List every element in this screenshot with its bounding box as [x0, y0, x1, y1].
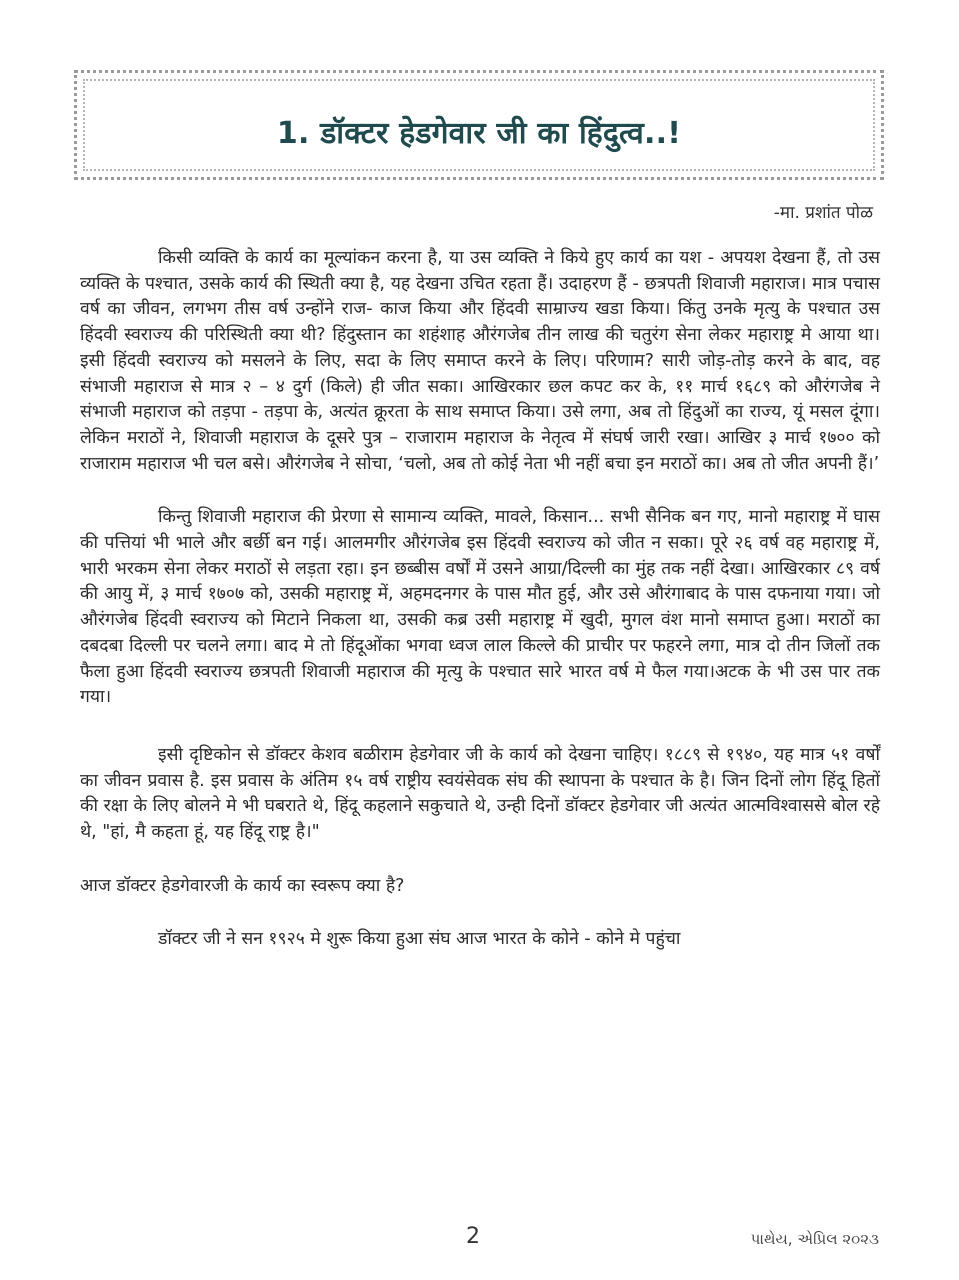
page-number: 2 — [466, 1224, 480, 1249]
paragraph-1: किसी व्यक्ति के कार्य का मूल्यांकन करना है, या उस व्यक्ति ने किये हुए कार्य का यश - अपयश देखना हैं, तो उस व्यक्ति के पश्चात, उसके कार्य की स्थिती क्या है, यह देखना उचित रहता हैं। उदाहरण हैं - छत्रपती शिवाजी महाराज। मात्र पचास वर्ष का जीवन, लगभग तीस वर्ष उन्होंने राज- काज किया और हिंदवी साम्राज्य खडा किया। किंतु उनके मृत्यु के पश्चात उस हिंदवी स्वराज्य की परिस्थिती क्या थी? हिंदुस्तान का शहंशाह औरंगजेब तीन लाख की चतुरंग सेना लेकर महाराष्ट्र मे आया था। इसी हिंदवी स्वराज्य को मसलने के लिए, सदा के लिए समाप्त करने के लिए। परिणाम? सारी जोड़-तोड़ करने के बाद, वह संभाजी महाराज से मात्र २ – ४ दुर्ग (किले) ही जीत सका। आखिरकार छल कपट कर के, ११ मार्च १६८९ को औरंगजेब ने संभाजी महाराज को तड़पा - तड़पा के, अत्यंत क्रूरता के साथ समाप्त किया। उसे लगा, अब तो हिंदुओं का राज्य, यूं मसल दूंगा। लेकिन मराठों ने, शिवाजी महाराज के दूसरे पुत्र – राजाराम महाराज के नेतृत्व में संघर्ष जारी रखा। आखिर ३ मार्च १७०० को राजाराम महाराज भी चल बसे। औरंगजेब ने सोचा, ‘चलो, अब तो कोई नेता भी नहीं बचा इन मराठों का। अब तो जीत अपनी हैं।’ — [80, 248, 880, 474]
footer-publication: પાથેય, એપ્રિલ ૨૦૨૩ — [750, 1230, 879, 1248]
paragraph-3: इसी दृष्टिकोन से डॉक्टर केशव बळीराम हेडगेवार जी के कार्य को देखना चाहिए। १८८९ से १९४०, यह मात्र ५१ वर्षों का जीवन प्रवास है. इस प्रवास के अंतिम १५ वर्ष राष्ट्रीय स्वयंसेवक संघ की स्थापना के पश्चात के है। जिन दिनों लोग हिंदू हितों की रक्षा के लिए बोलने मे भी घबराते थे, हिंदू कहलाने सकुचाते थे, उन्ही दिनों डॉक्टर हेडगेवार जी अत्यंत आत्मविश्वाससे बोल रहे थे, "हां, मै कहता हूं, यह हिंदू राष्ट्र है।" — [80, 744, 880, 843]
paragraph-5: डॉक्टर जी ने सन १९२५ मे शुरू किया हुआ संघ आज भारत के कोने - कोने मे पहुंचा — [158, 929, 681, 950]
article-body — [80, 246, 880, 983]
author-byline: -मा. प्रशांत पोळ — [773, 203, 873, 223]
page-title: 1. डॉक्टर हेडगेवार जी का हिंदुत्व..! — [276, 116, 682, 151]
title-frame — [74, 70, 884, 180]
paragraph-2: किन्तु शिवाजी महाराज की प्रेरणा से सामान्य व्यक्ति, मावले, किसान... सभी सैनिक बन गए, मानो महाराष्ट्र में घास की पत्तियां भी भाले और बर्छी बन गई। आलमगीर औरंगजेब इस हिंदवी स्वराज्य को जीत न सका। पूरे २६ वर्ष वह महाराष्ट्र में, भारी भरकम सेना लेकर मराठों से लड़ता रहा। इन छब्बीस वर्षों में उसने आग्रा/दिल्ली का मुंह तक नहीं देखा। आखिरकार ८९ वर्ष की आयु में, ३ मार्च १७०७ को, उसकी महाराष्ट्र में, अहमदनगर के पास मौत हुई, और उसे औरंगाबाद के पास दफनाया गया। जो औरंगजेब हिंदवी स्वराज्य को मिटाने निकला था, उसकी कब्र उसी महाराष्ट्र में खुदी, मुगल वंश मानो समाप्त हुआ। मराठों का दबदबा दिल्ली पर चलने लगा। बाद मे तो हिंदूओंका भगवा ध्वज लाल किल्ले की प्राचीर पर फहरने लगा, मात्र दो तीन जिलों तक फैला हुआ हिंदवी स्वराज्य छत्रपती शिवाजी महाराज की मृत्यु के पश्चात सारे भारत वर्ष मे फैल गया।अटक के भी उस पार तक गया। — [80, 507, 880, 708]
paragraph-4: आज डॉक्टर हेडगेवारजी के कार्य का स्वरूप क्या है? — [80, 875, 405, 896]
